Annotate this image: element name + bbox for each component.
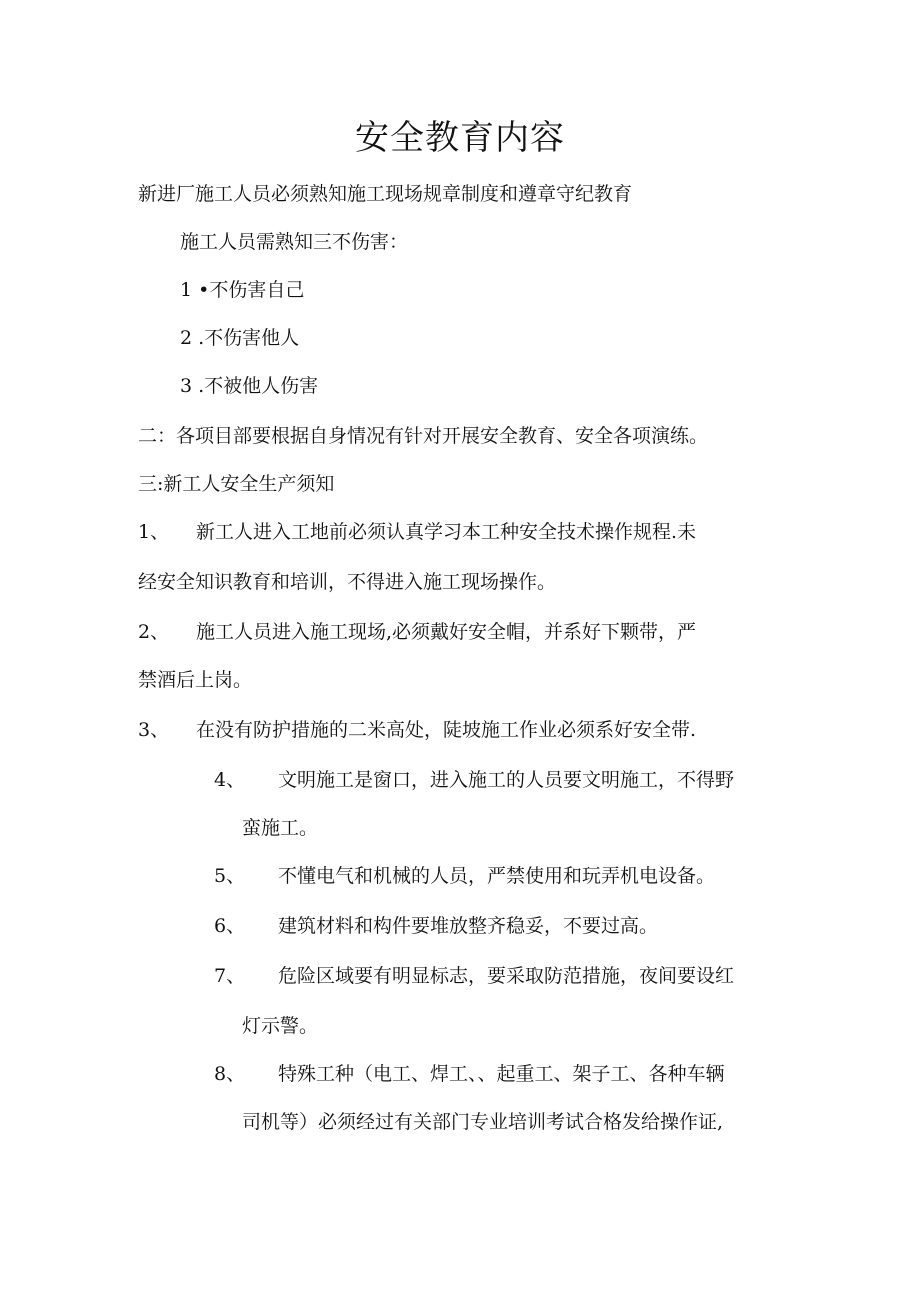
rule-number: 6、 (214, 915, 246, 937)
no-harm-item-number: 1 • (180, 279, 210, 301)
section-two-text: 二：各项目部要根据自身情况有针对开展安全教育、安全各项演练。 (138, 425, 709, 447)
rule-text-line2: 禁酒后上岗。 (138, 669, 253, 691)
no-harm-item-number: 2 . (180, 327, 205, 349)
no-harm-item-text: 不伤害自己 (209, 279, 305, 301)
no-harm-item-number: 3 . (180, 375, 205, 397)
no-harm-item (180, 276, 304, 304)
rule-text-line1: 文明施工是窗口，进入施工的人员要文明施工，不得野 (278, 769, 735, 791)
rule-text-line1: 在没有防护措施的二米高处，陡坡施工作业必须系好安全带. (196, 719, 697, 741)
section-three-heading: 三:新工人安全生产须知 (138, 473, 335, 495)
no-harm-item-text: 不被他人伤害 (204, 375, 319, 397)
rule-number: 7、 (214, 965, 246, 987)
rule-text-line1: 危险区域要有明显标志，要采取防范措施，夜间要设红 (278, 965, 735, 987)
three-no-harm-heading: 施工人员需熟知三不伤害： (180, 231, 409, 253)
rule-text-line1: 不懂电气和机械的人员，严禁使用和玩弄机电设备。 (278, 865, 716, 887)
rule-number: 2、 (138, 621, 170, 643)
no-harm-item-text: 不伤害他人 (204, 327, 300, 349)
no-harm-item (180, 372, 318, 400)
rule-text-line2: 经安全知识教育和培训，不得进入施工现场操作。 (138, 571, 557, 593)
rule-text-line2: 灯示警。 (242, 1015, 319, 1037)
rule-number: 5、 (214, 865, 246, 887)
rule-text-line1: 新工人进入工地前必须认真学习本工种安全技术操作规程.未 (196, 521, 697, 543)
rule-number: 1、 (138, 521, 170, 543)
document-title: 安全教育内容 (355, 118, 565, 158)
rule-text-line1: 施工人员进入施工现场,必须戴好安全帽，并系好下颗带，严 (196, 621, 697, 643)
rule-number: 4、 (214, 769, 246, 791)
intro-text: 新进厂施工人员必须熟知施工现场规章制度和遵章守纪教育 (138, 183, 633, 205)
rule-text-line1: 建筑材料和构件要堆放整齐稳妥，不要过高。 (278, 915, 659, 937)
rule-number: 3、 (138, 719, 170, 741)
rule-text-line2: 蛮施工。 (242, 817, 319, 839)
no-harm-item (180, 324, 299, 352)
rule-text-line1: 特殊工种（电工、焊工、、起重工、架子工、各种车辆 (278, 1063, 725, 1085)
rule-text-line2: 司机等）必须经过有关部门专业培训考试合格发给操作证, (242, 1111, 724, 1133)
rule-number: 8、 (214, 1063, 246, 1085)
